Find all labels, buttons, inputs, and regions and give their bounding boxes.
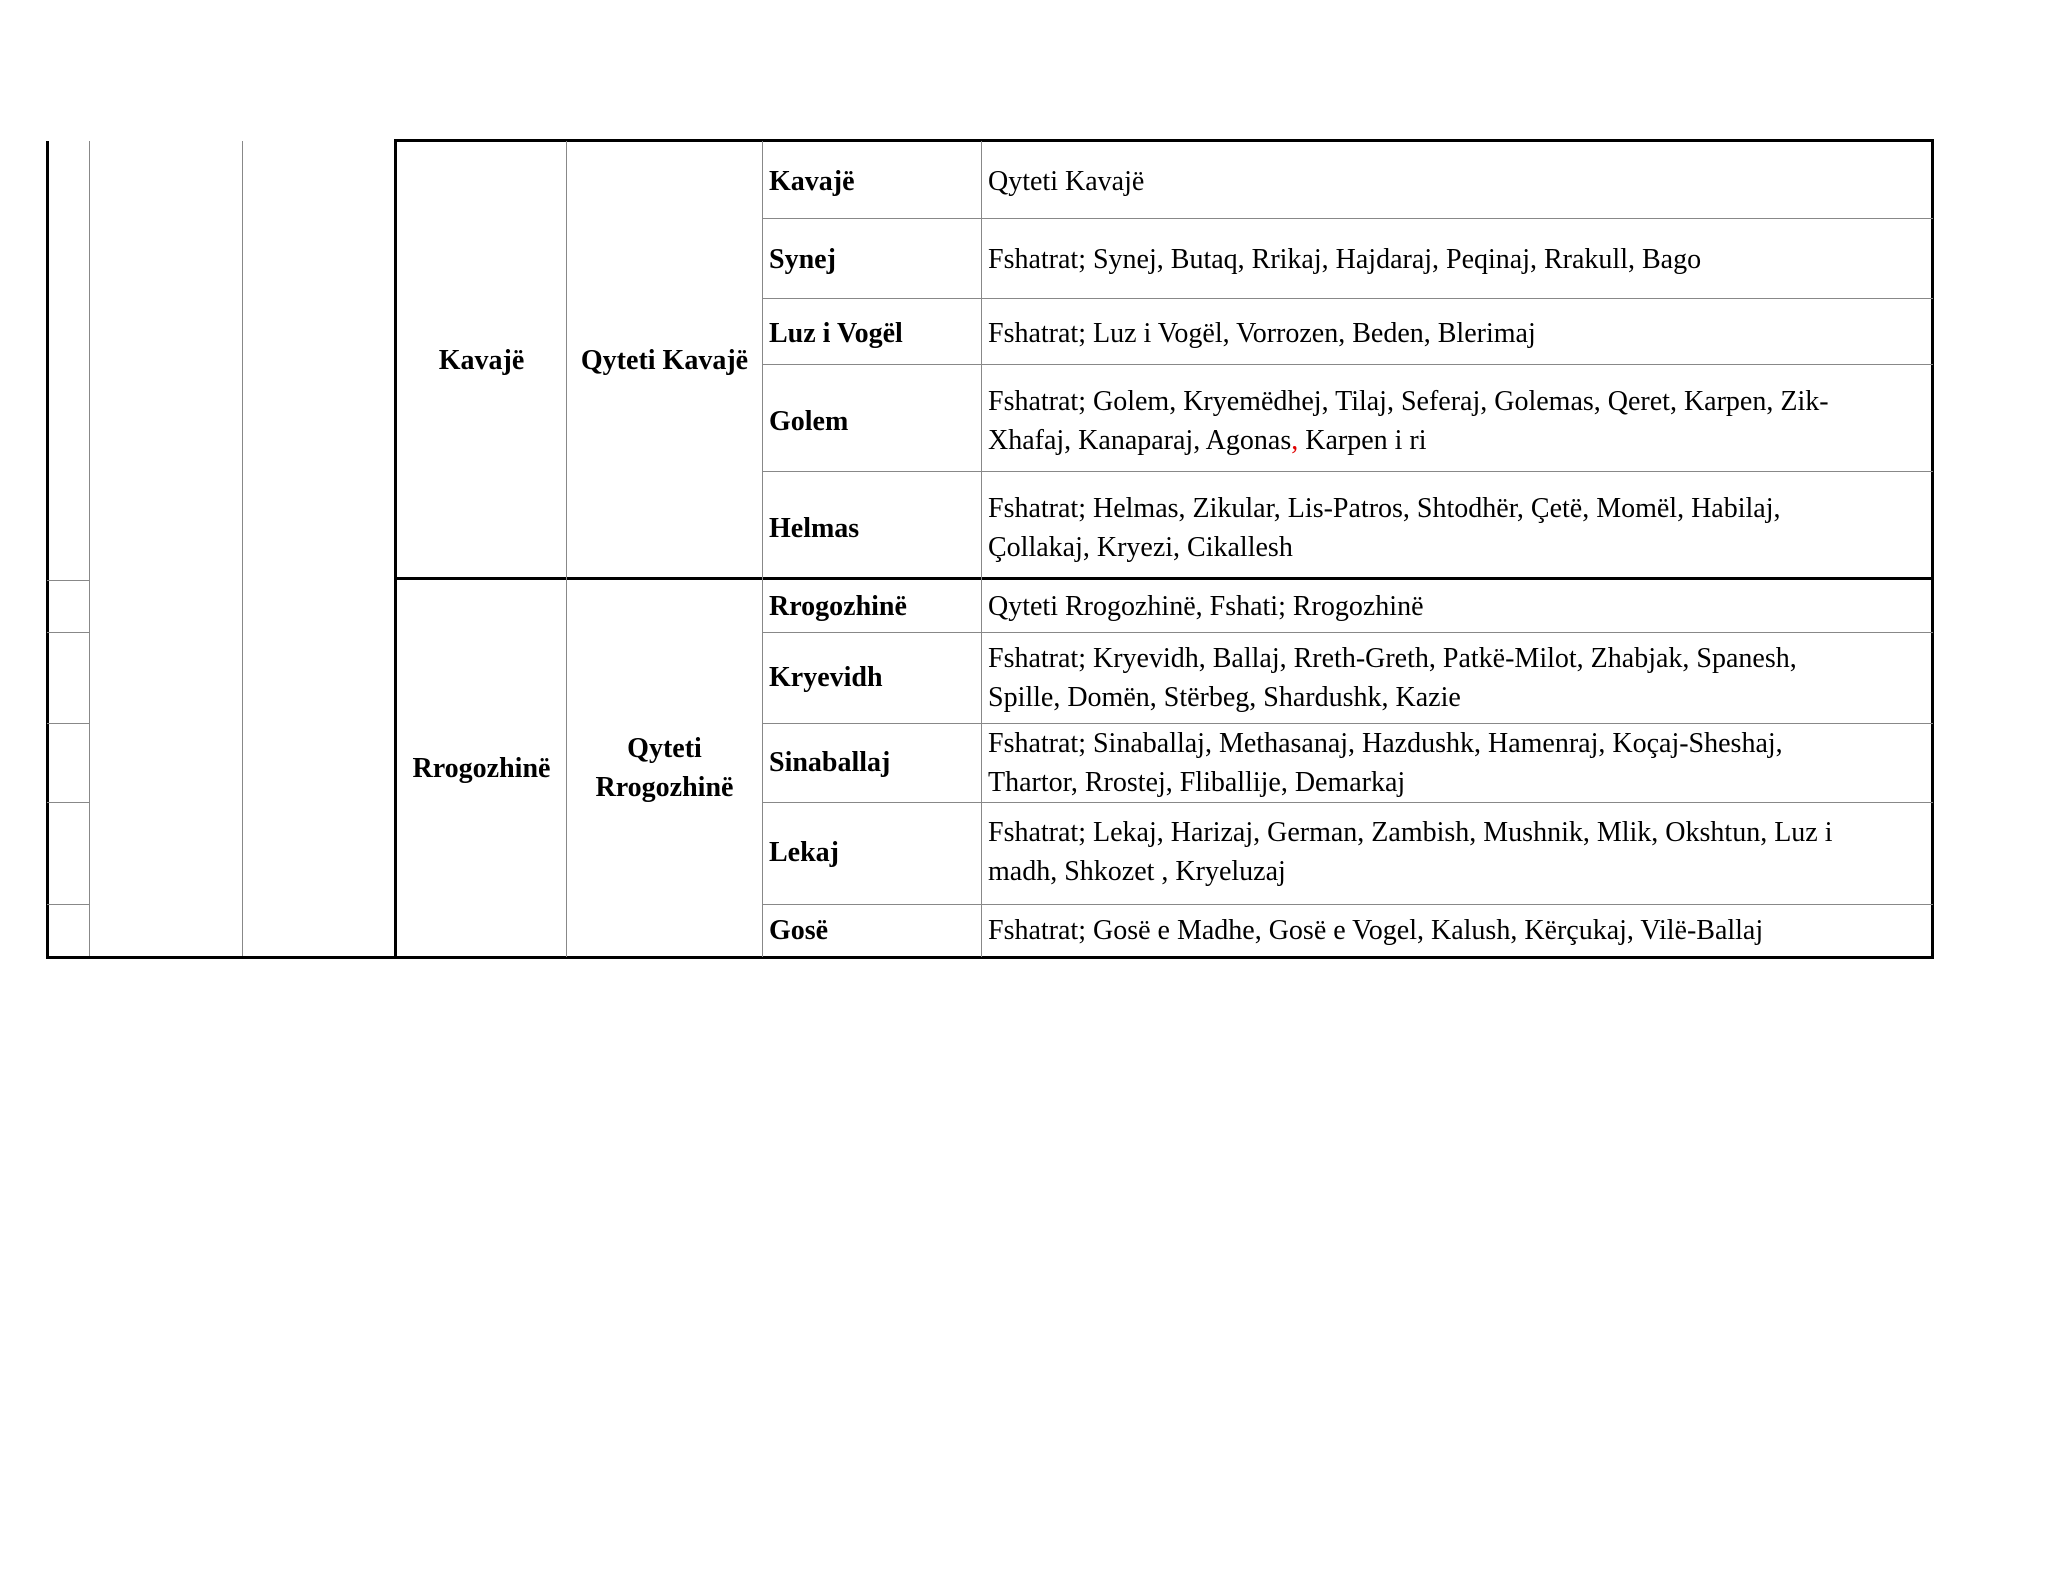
table-row-line <box>47 723 90 724</box>
settlements-cell-line1: Fshatrat; Kryevidh, Ballaj, Rreth-Greth, Patkë-Milot, Zhabjak, Spanesh, <box>988 643 1797 674</box>
table-row-line <box>763 218 1933 219</box>
table-column-line <box>242 141 243 959</box>
settlements-cell-line1: Fshatrat; Helmas, Zikular, Lis-Patros, Shtodhër, Çetë, Momël, Habilaj, <box>988 493 1781 524</box>
administrative-unit-cell: Qyteti Kavajë <box>580 345 749 376</box>
settlements-cell: Qyteti Kavajë <box>988 166 1145 197</box>
settlements-cell: Fshatrat; Luz i Vogël, Vorrozen, Beden, Blerimaj <box>988 318 1536 349</box>
settlements-cell-line2: madh, Shkozet , Kryeluzaj <box>988 856 1286 887</box>
table-row-line <box>47 802 90 803</box>
settlements-cell-line2: Çollakaj, Kryezi, Cikallesh <box>988 532 1293 563</box>
table-row-line <box>763 471 1933 472</box>
unit-cell: Kryevidh <box>769 662 883 693</box>
settlements-cell: Fshatrat; Synej, Butaq, Rrikaj, Hajdaraj, Peqinaj, Rrakull, Bago <box>988 244 1702 275</box>
administrative-unit-cell-line2: Rrogozhinë <box>595 772 734 803</box>
settlements-text: Karpen i ri <box>1298 425 1427 456</box>
unit-cell: Helmas <box>769 513 860 544</box>
unit-cell: Gosë <box>769 915 829 946</box>
unit-cell: Sinaballaj <box>769 747 891 778</box>
table-row-line <box>763 802 1933 803</box>
table-row-line <box>47 632 90 633</box>
table-column-line <box>981 141 982 957</box>
municipality-cell: Kavajë <box>438 345 525 376</box>
settlements-cell: Qyteti Rrogozhinë, Fshati; Rrogozhinë <box>988 591 1424 622</box>
table-row-line <box>47 904 90 905</box>
table-left-border <box>46 141 49 959</box>
table-column-line <box>89 141 90 959</box>
administrative-unit-cell-line1: Qyteti <box>627 733 702 764</box>
red-comma: , <box>1291 425 1299 456</box>
settlements-text: Xhafaj, Kanaparaj, Agonas <box>988 425 1292 456</box>
settlements-cell-line1: Fshatrat; Lekaj, Harizaj, German, Zambish, Mushnik, Mlik, Okshtun, Luz i <box>988 817 1833 848</box>
table-row-line <box>763 364 1933 365</box>
table-top-border <box>394 139 1934 142</box>
table-row-line <box>763 904 1933 905</box>
settlements-cell-line2: Spille, Domën, Stërbeg, Shardushk, Kazie <box>988 682 1461 713</box>
table-group-divider <box>394 577 1934 580</box>
table-bottom-border <box>46 956 1934 959</box>
table-block-left-border <box>394 139 397 959</box>
unit-cell: Lekaj <box>769 837 839 868</box>
table-column-line <box>566 141 567 957</box>
unit-cell: Golem <box>769 406 849 437</box>
unit-cell: Rrogozhinë <box>769 591 907 622</box>
table-right-border <box>1931 139 1934 959</box>
settlements-cell: Fshatrat; Gosë e Madhe, Gosë e Vogel, Kalush, Kërçukaj, Vilë-Ballaj <box>988 915 1764 946</box>
unit-cell: Kavajë <box>769 166 855 197</box>
municipality-cell: Rrogozhinë <box>412 753 551 784</box>
table-row-line <box>763 298 1933 299</box>
settlements-cell-line2 <box>988 421 1427 460</box>
settlements-cell-line1: Fshatrat; Golem, Kryemëdhej, Tilaj, Seferaj, Golemas, Qeret, Karpen, Zik- <box>988 386 1829 417</box>
settlements-cell-line1: Fshatrat; Sinaballaj, Methasanaj, Hazdushk, Hamenraj, Koçaj-Sheshaj, <box>988 728 1783 759</box>
table-row-line <box>47 580 90 581</box>
unit-cell: Luz i Vogël <box>769 318 903 349</box>
settlements-cell-line2: Thartor, Rrostej, Fliballije, Demarkaj <box>988 767 1406 798</box>
unit-cell: Synej <box>769 244 836 275</box>
table-column-line <box>762 141 763 957</box>
table-row-line <box>763 632 1933 633</box>
